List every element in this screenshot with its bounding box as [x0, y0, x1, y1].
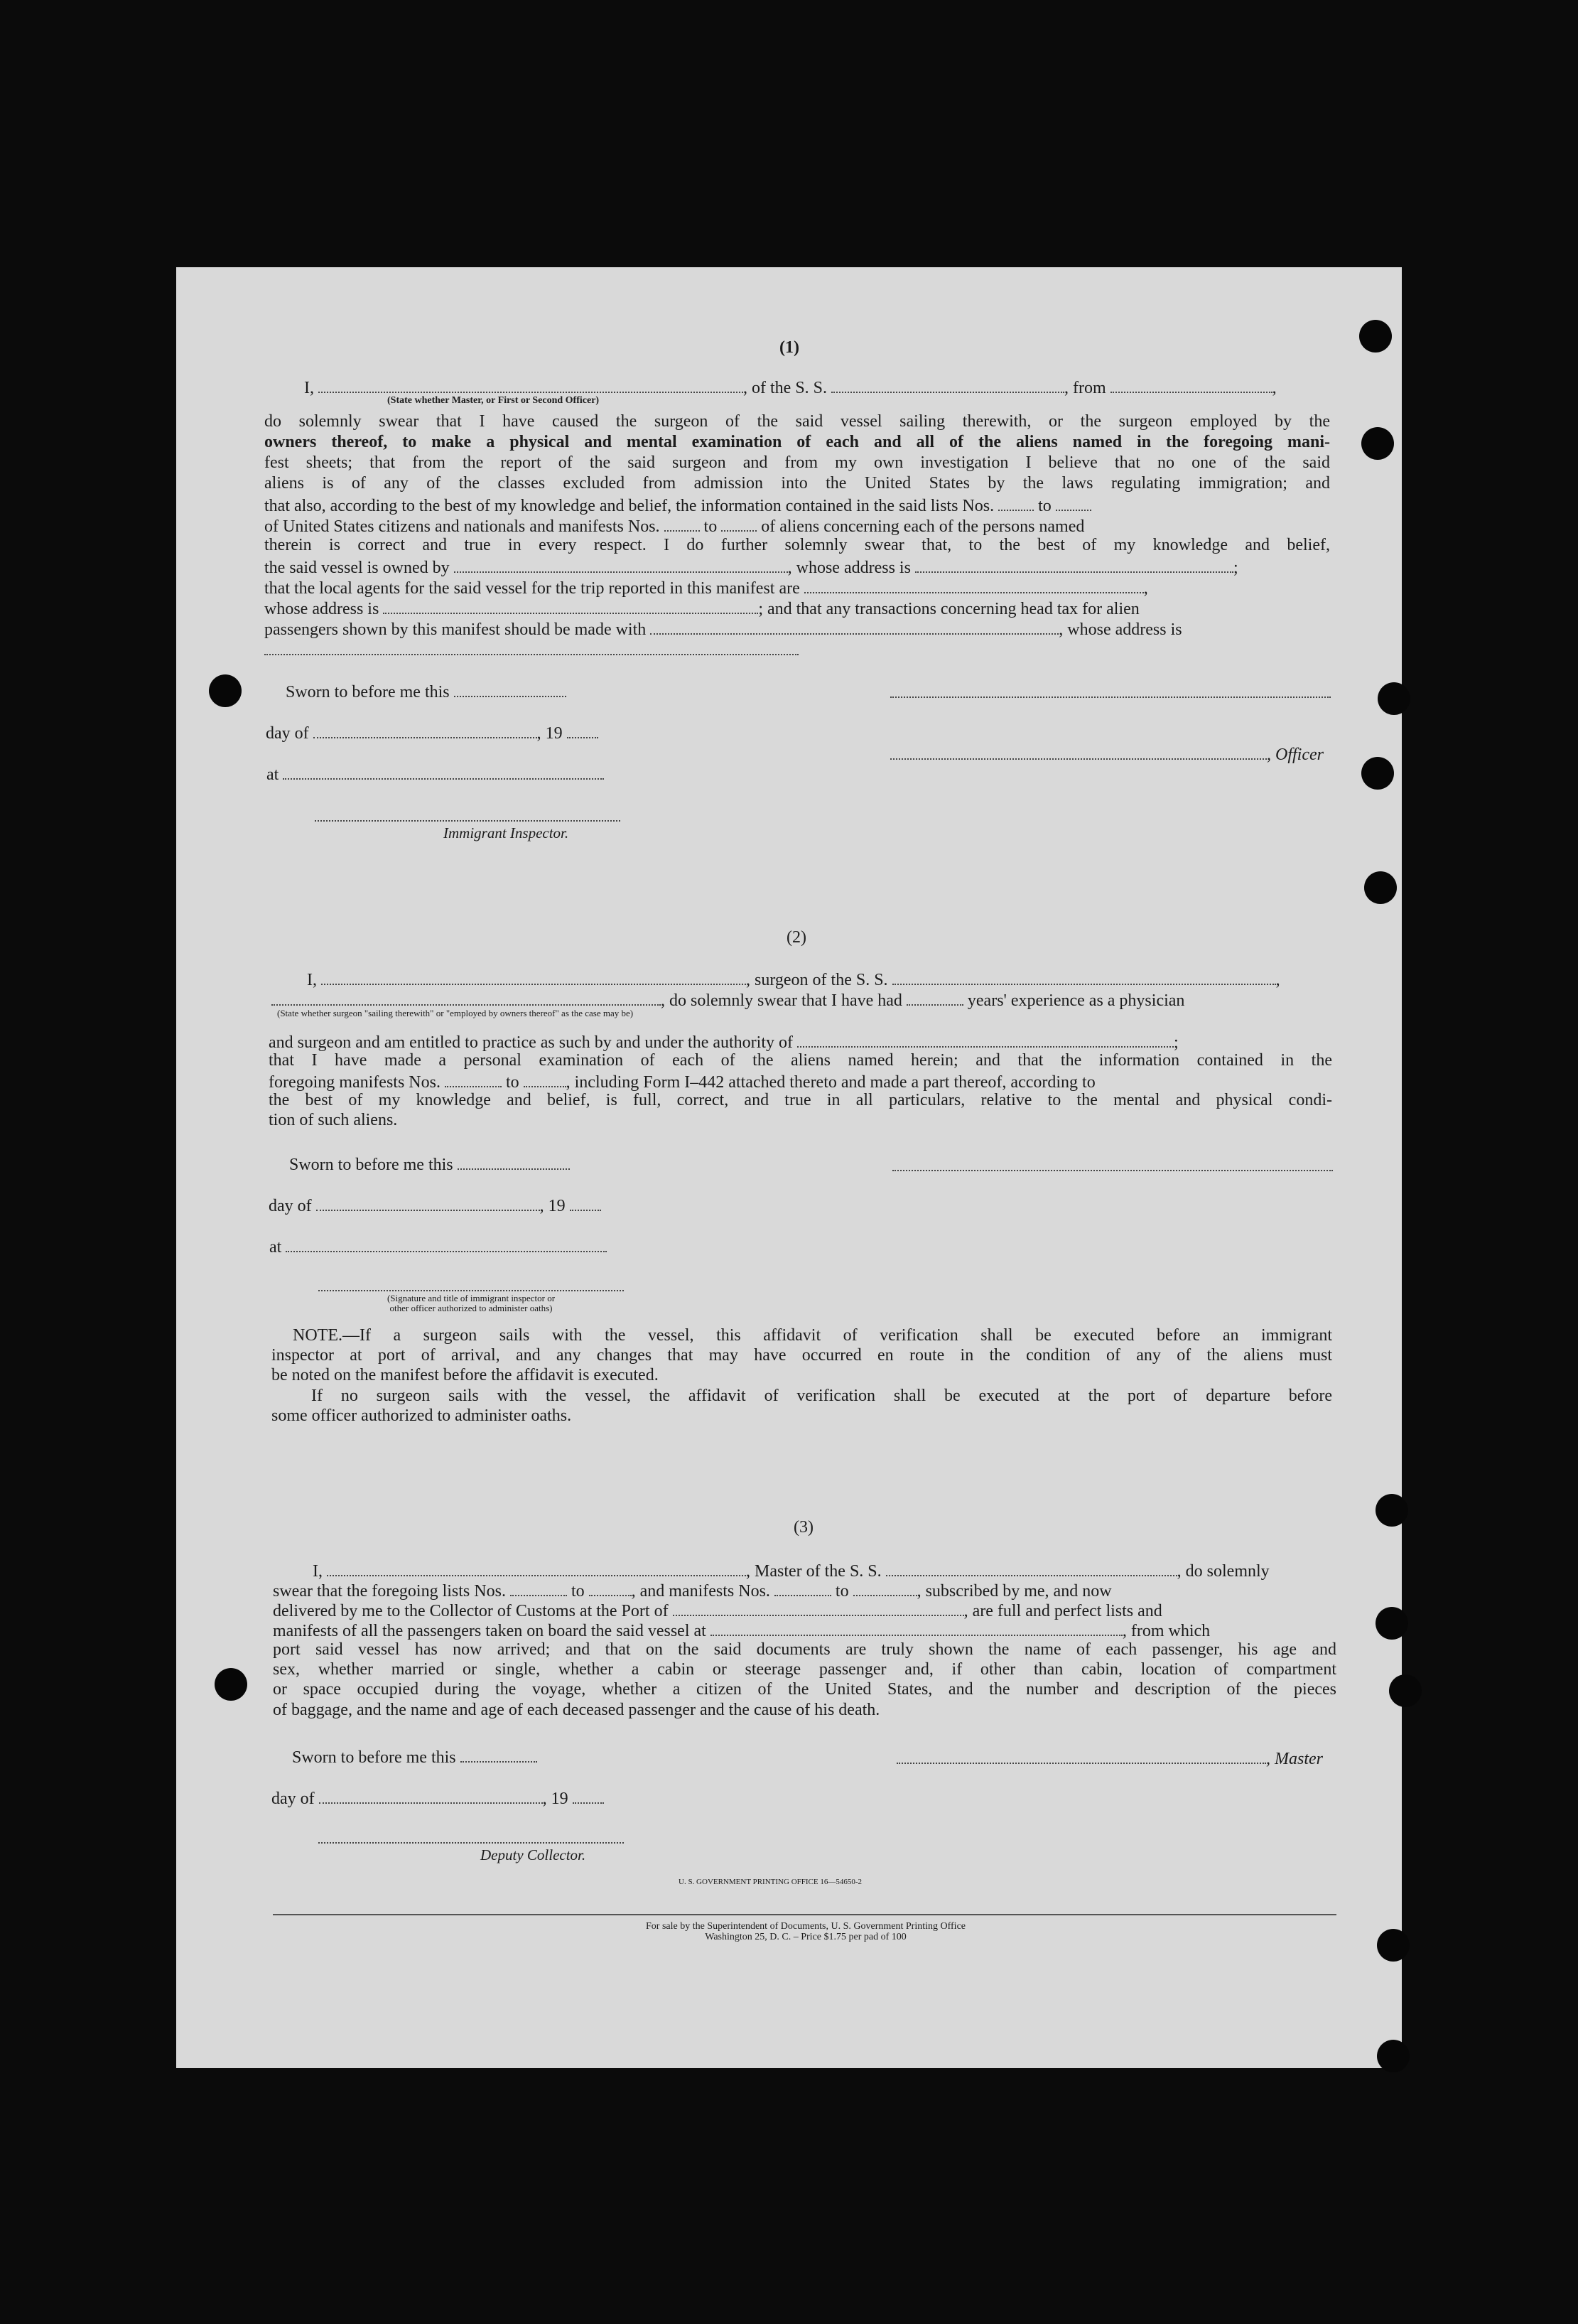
oath-text-line: [273, 1619, 1210, 1642]
binder-hole: [1361, 757, 1394, 790]
sworn-label: [292, 1745, 537, 1768]
note-line: If no surgeon sails with the vessel, the affidavit of verification shall be executed at the port of departure before: [311, 1387, 1332, 1405]
departure-port-field[interactable]: [1110, 376, 1272, 393]
text: , Master of the S. S.: [746, 1562, 882, 1581]
binder-hole: [1376, 1494, 1408, 1527]
month-field[interactable]: [316, 1194, 540, 1211]
text: that the local agents for the said vessel for the trip reported in this manifest are: [264, 579, 800, 598]
note-line: be noted on the manifest before the affidavit is executed.: [271, 1366, 659, 1384]
binder-hole: [1359, 320, 1392, 353]
list-no-to-field[interactable]: [589, 1579, 632, 1596]
vessel-name-field[interactable]: [886, 1559, 1177, 1576]
oath-text-line: port said vessel has now arrived; and that on the said documents are truly shown the name of each passenger, his age and: [273, 1640, 1336, 1659]
text: to: [703, 517, 718, 536]
owner-address-field[interactable]: [915, 556, 1233, 573]
text: , including Form I–442 attached thereto and made a part thereof, according to: [566, 1073, 1096, 1092]
vessel-name-field[interactable]: [892, 968, 1276, 985]
manifest-no-to-field[interactable]: [524, 1070, 566, 1087]
embarkation-port-field[interactable]: [710, 1619, 1123, 1636]
text: to: [1038, 497, 1052, 515]
punct: ,: [1275, 971, 1280, 989]
binder-hole: [1377, 1929, 1410, 1962]
year-field[interactable]: [567, 721, 598, 738]
declarant-line: [307, 968, 1280, 991]
text: Sworn to before me this: [286, 683, 450, 701]
text: years' experience as a physician: [967, 991, 1185, 1010]
signature-hint: [318, 1293, 624, 1313]
text: Sworn to before me this: [289, 1156, 453, 1174]
binder-hole: [1377, 2040, 1410, 2072]
text: whose address is: [264, 600, 379, 618]
text: passengers shown by this manifest should be made with: [264, 620, 647, 639]
owner-field[interactable]: [454, 556, 788, 573]
oath-text-line: therein is correct and true in every respect. I do further solemnly swear that, to the best of my knowledge and belief,: [264, 536, 1330, 554]
master-label: , Master: [1266, 1750, 1323, 1768]
surgeon-signature-field[interactable]: [892, 1170, 1333, 1171]
officer-name-field[interactable]: [318, 376, 743, 393]
text: , subscribed by me, and now: [917, 1582, 1112, 1601]
binder-hole: [209, 674, 242, 707]
text: ,: [1143, 579, 1148, 598]
oath-text-line: or space occupied during the voyage, whether a citizen of the United States, and the number and description of the pieces: [273, 1680, 1336, 1699]
place-field[interactable]: [283, 763, 604, 780]
manifest-no-to-field[interactable]: [721, 515, 757, 532]
text: to: [505, 1073, 519, 1092]
at-line: [266, 763, 604, 785]
collector-label: Deputy Collector.: [480, 1846, 586, 1863]
oath-text-line: do solemnly swear that I have caused the surgeon of the said vessel sailing therewith, or the surgeon employed by the: [264, 412, 1330, 431]
gpo-imprint: U. S. GOVERNMENT PRINTING OFFICE 16—54650-2: [679, 1878, 863, 1886]
label-from: , from: [1064, 379, 1106, 397]
authority-field[interactable]: [797, 1031, 1174, 1048]
text: ;: [1174, 1033, 1179, 1052]
officer-title-field[interactable]: [890, 743, 1267, 760]
surgeon-status-field[interactable]: [271, 989, 661, 1006]
oath-text-line: of baggage, and the name and age of each deceased passenger and the cause of his death.: [273, 1701, 880, 1719]
text: , whose address is: [787, 559, 911, 577]
text: to: [835, 1582, 849, 1601]
head-tax-address-field[interactable]: [264, 654, 799, 655]
text: For sale by the Superintendent of Documents, U. S. Government Printing Office: [646, 1921, 966, 1932]
text: (Signature and title of immigrant inspector or: [387, 1293, 556, 1303]
inspector-label: Immigrant Inspector.: [443, 824, 569, 841]
text: , 19: [542, 1790, 568, 1808]
footer-rule: [273, 1914, 1336, 1915]
month-field[interactable]: [313, 721, 537, 738]
sworn-date-field[interactable]: [458, 1153, 570, 1170]
text: day of: [266, 724, 309, 743]
oath-text-line: sex, whether married or single, whether a cabin or steerage passenger and, if other than cabin, location of compartment: [273, 1660, 1336, 1679]
text: delivered by me to the Collector of Customs at the Port of: [273, 1602, 669, 1620]
oath-text-line: fest sheets; that from the report of the said surgeon and from my own investigation I believe that no one of the said: [264, 453, 1330, 472]
day-of-line: [266, 721, 598, 744]
oath-text-line: [264, 597, 1140, 620]
text: Washington 25, D. C. – Price $1.75 per pad of 100: [705, 1932, 907, 1942]
officer-rank-hint: (State whether Master, or First or Second Officer): [387, 395, 600, 406]
agents-address-field[interactable]: [383, 597, 758, 614]
inspector-signature-field[interactable]: [315, 820, 620, 822]
label-i: I,: [307, 971, 317, 989]
list-no-from-field[interactable]: [998, 494, 1034, 511]
master-line: [897, 1747, 1323, 1770]
text: Sworn to before me this: [292, 1748, 456, 1767]
binder-hole: [215, 1668, 247, 1701]
text: other officer authorized to administer oaths): [389, 1303, 553, 1313]
manifest-no-to-field[interactable]: [853, 1579, 917, 1596]
list-no-from-field[interactable]: [510, 1579, 567, 1596]
binder-hole: [1389, 1674, 1422, 1707]
oath-text-line: [264, 494, 1091, 517]
sworn-date-field[interactable]: [454, 680, 566, 697]
binder-hole: [1376, 1607, 1408, 1640]
text: , do solemnly: [1177, 1562, 1270, 1581]
at-line: [269, 1235, 607, 1258]
text: to: [571, 1582, 585, 1601]
inspector-signature-field[interactable]: [318, 1290, 624, 1291]
oath-text-line: the best of my knowledge and belief, is full, correct, and true in all particulars, relative to the mental and physical condi-: [269, 1091, 1332, 1109]
oath-text-line: [264, 556, 1238, 579]
text: of United States citizens and nationals and manifests Nos.: [264, 517, 660, 536]
sworn-label: [289, 1153, 570, 1176]
text: of aliens concerning each of the persons named: [761, 517, 1085, 536]
binder-hole: [1378, 682, 1410, 715]
year-field[interactable]: [570, 1194, 601, 1211]
day-of-line: [269, 1194, 601, 1217]
text: ; and that any transactions concerning head tax for alien: [758, 600, 1140, 618]
customs-port-field[interactable]: [673, 1599, 964, 1616]
manifest-no-from-field[interactable]: [774, 1579, 831, 1596]
surgeon-name-field[interactable]: [321, 968, 746, 985]
sale-notice: [522, 1921, 1090, 1942]
oath-text-line: that I have made a personal examination of each of the aliens named herein; and that the information contained in the: [269, 1051, 1332, 1070]
oath-text-line: owners thereof, to make a physical and mental examination of each and all of the aliens named in the foregoing mani-: [264, 433, 1330, 451]
day-of-line: [271, 1787, 604, 1809]
text: at: [269, 1238, 282, 1257]
note-line: inspector at port of arrival, and any changes that may have occurred en route in the condition of any of the aliens must: [271, 1346, 1332, 1365]
section-number: (1): [779, 338, 799, 357]
text: , do solemnly swear that I have had: [661, 991, 902, 1010]
text: swear that the foregoing lists Nos.: [273, 1582, 506, 1601]
collector-signature-field[interactable]: [318, 1842, 624, 1844]
oath-text-line: [264, 576, 1148, 599]
oath-text-line: aliens is of any of the classes excluded from admission into the United States by the laws regulating immigration; and: [264, 474, 1330, 493]
month-field[interactable]: [319, 1787, 543, 1804]
binder-hole: [1364, 871, 1397, 904]
punct: ,: [1272, 379, 1277, 397]
years-experience-field[interactable]: [907, 989, 963, 1006]
text: , from which: [1122, 1622, 1211, 1640]
local-agents-field[interactable]: [804, 576, 1144, 593]
officer-signature-field[interactable]: [890, 696, 1331, 698]
binder-hole: [1361, 427, 1394, 460]
surgeon-status-hint: (State whether surgeon "sailing therewith" or "employed by owners thereof" as the case may be): [277, 1008, 634, 1018]
oath-text-line: tion of such aliens.: [269, 1111, 398, 1129]
year-field[interactable]: [573, 1787, 604, 1804]
label-of-ss: , of the S. S.: [743, 379, 828, 397]
oath-text-line: [264, 618, 1182, 640]
vessel-name-field[interactable]: [831, 376, 1064, 393]
text: , and manifests Nos.: [631, 1582, 770, 1601]
sworn-label: [286, 680, 566, 703]
text: ;: [1233, 559, 1238, 577]
text: , 19: [539, 1197, 566, 1215]
text: day of: [269, 1197, 312, 1215]
sworn-date-field[interactable]: [460, 1745, 537, 1763]
head-tax-party-field[interactable]: [650, 618, 1059, 635]
text: , are full and perfect lists and: [963, 1602, 1162, 1620]
note-line: some officer authorized to administer oaths.: [271, 1406, 572, 1425]
manifest-no-from-field[interactable]: [664, 515, 700, 532]
officer-line: [890, 743, 1324, 765]
section-number: (3): [794, 1518, 814, 1537]
place-field[interactable]: [286, 1235, 607, 1252]
list-no-to-field[interactable]: [1056, 494, 1091, 511]
label-i: I,: [313, 1562, 323, 1581]
text: manifests of all the passengers taken on board the said vessel at: [273, 1622, 706, 1640]
oath-text-line: [264, 515, 1084, 537]
text: , whose address is: [1059, 620, 1182, 639]
label-i: I,: [304, 379, 314, 397]
master-name-field[interactable]: [327, 1559, 746, 1576]
text: at: [266, 765, 279, 784]
officer-label: , Officer: [1267, 746, 1324, 764]
text: and surgeon and am entitled to practice as such by and under the authority of: [269, 1033, 793, 1052]
text: foregoing manifests Nos.: [269, 1073, 441, 1092]
text: , 19: [536, 724, 563, 743]
master-signature-field[interactable]: [897, 1747, 1266, 1764]
text: the said vessel is owned by: [264, 559, 450, 577]
manifest-no-from-field[interactable]: [445, 1070, 502, 1087]
section-number: (2): [787, 928, 806, 947]
text: , surgeon of the S. S.: [746, 971, 888, 989]
note-line: NOTE.—If a surgeon sails with the vessel, this affidavit of verification shall be executed before an immigrant: [293, 1326, 1332, 1345]
text: that also, according to the best of my knowledge and belief, the information contained in the said lists Nos.: [264, 497, 995, 515]
text: day of: [271, 1790, 315, 1808]
